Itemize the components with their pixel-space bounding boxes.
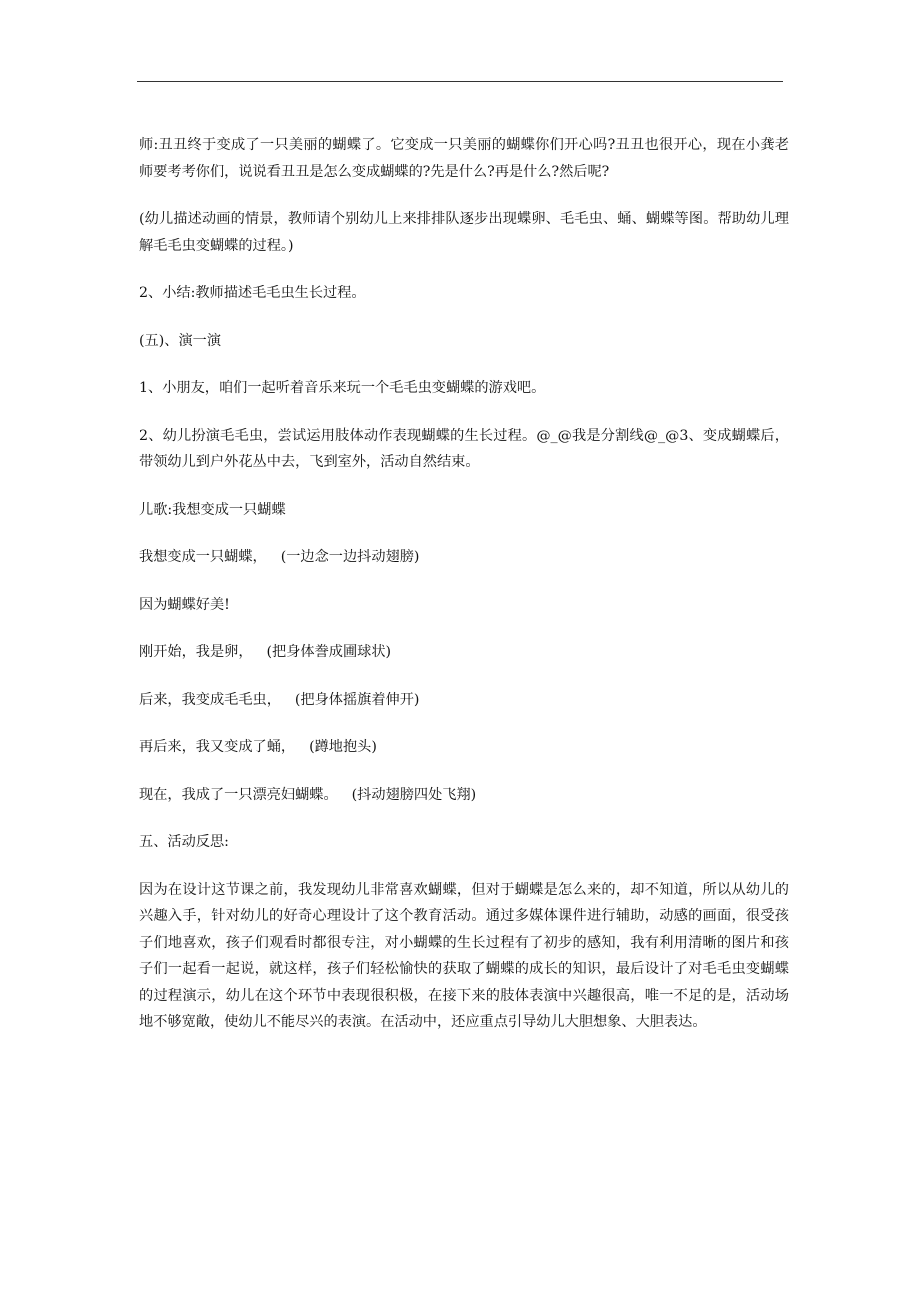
rhyme-line-text: 后来，我变成毛毛虫， <box>139 691 281 708</box>
paragraph-summary: 2、小结:教师描述毛毛虫生长过程。 <box>139 285 366 301</box>
rhyme-line-action: (把身体誊成圃球状) <box>266 644 392 660</box>
rhyme-line-text: 刚开始，我是卵， <box>139 644 253 660</box>
rhyme-line <box>139 687 789 714</box>
paragraph-reflection: 因为在设计这节课之前，我发现幼儿非常喜欢蝴蝶，但对于蝴蝶是怎么来的，却不知道，所以从幼儿的兴趣入手，针对幼儿的好奇心理设计了这个教育活动。通过多媒体课件进行辅助，动感的画面，很受孩子们地喜欢，孩子们观看时都很专注，对小蝴蝶的生长过程有了初步的感知，我有利用清晰的图片和孩子们一起看一起说，就这样，孩子们轻松愉快的获取了蝴蝶的成长的知识，最后设计了对毛毛虫变蝴蝶的过程演示，幼儿在这个环节中表现很积极，在接下来的肢体表演中兴趣很高，唯一不足的是，活动场地不够宽敞，使幼儿不能尽兴的表演。在活动中，还应重点引导幼儿大胆想象、大胆表达。 <box>139 881 789 1030</box>
rhyme-line-action: (抖动翅膀四处飞翔) <box>351 786 477 803</box>
rhyme-line-text: 现在，我成了一只漂亮妇蝴蝶。 <box>139 786 338 803</box>
rhyme-line-action: (蹲地抱头) <box>309 739 377 755</box>
rhyme-line-text: 我想变成一只蝴蝶， <box>139 549 267 565</box>
rhyme-line-text: 再后来，我又变成了蛹， <box>139 739 296 755</box>
paragraph-children-describe: (幼儿描述动画的情景，教师请个别幼儿上来排排队逐步出现蝶卵、毛毛虫、蛹、蝴蝶等图。帮助幼儿理解毛毛虫变蝴蝶的过程。) <box>139 211 789 254</box>
rhyme-line <box>139 639 789 666</box>
rhyme-title: 儿歌:我想变成一只蝴蝶 <box>139 501 286 518</box>
section-heading-reflection: 五、活动反思: <box>139 834 229 850</box>
rhyme-line <box>139 592 789 619</box>
paragraph-teacher-question: 师:丑丑终于变成了一只美丽的蝴蝶了。它变成一只美丽的蝴蝶你们开心吗?丑丑也很开心，现在小龚老师要考考你们，说说看丑丑是怎么变成蝴蝶的?先是什么?再是什么?然后呢? <box>139 137 789 180</box>
rhyme-line-action: (一边念一边抖动翅膀) <box>280 549 420 565</box>
header-rule <box>137 81 783 82</box>
section-heading-act: (五)、演一演 <box>139 332 222 349</box>
rhyme-line-text: 因为蝴蝶好美! <box>139 596 230 613</box>
paragraph-role-play: 2、幼儿扮演毛毛虫，尝试运用肢体动作表现蝴蝶的生长过程。@_@我是分割线@_@3、变成蝴蝶后，带领幼儿到户外花丛中去，飞到室外，活动自然结束。 <box>139 427 789 470</box>
document-body <box>139 132 789 1057</box>
rhyme-line <box>139 544 789 571</box>
rhyme-line <box>139 734 789 761</box>
paragraph-game-intro: 1、小朋友，咱们一起听着音乐来玩一个毛毛虫变蝴蝶的游戏吧。 <box>139 380 546 396</box>
rhyme-line <box>139 782 789 809</box>
rhyme-line-action: (把身体摇旗着伸开) <box>294 691 420 708</box>
